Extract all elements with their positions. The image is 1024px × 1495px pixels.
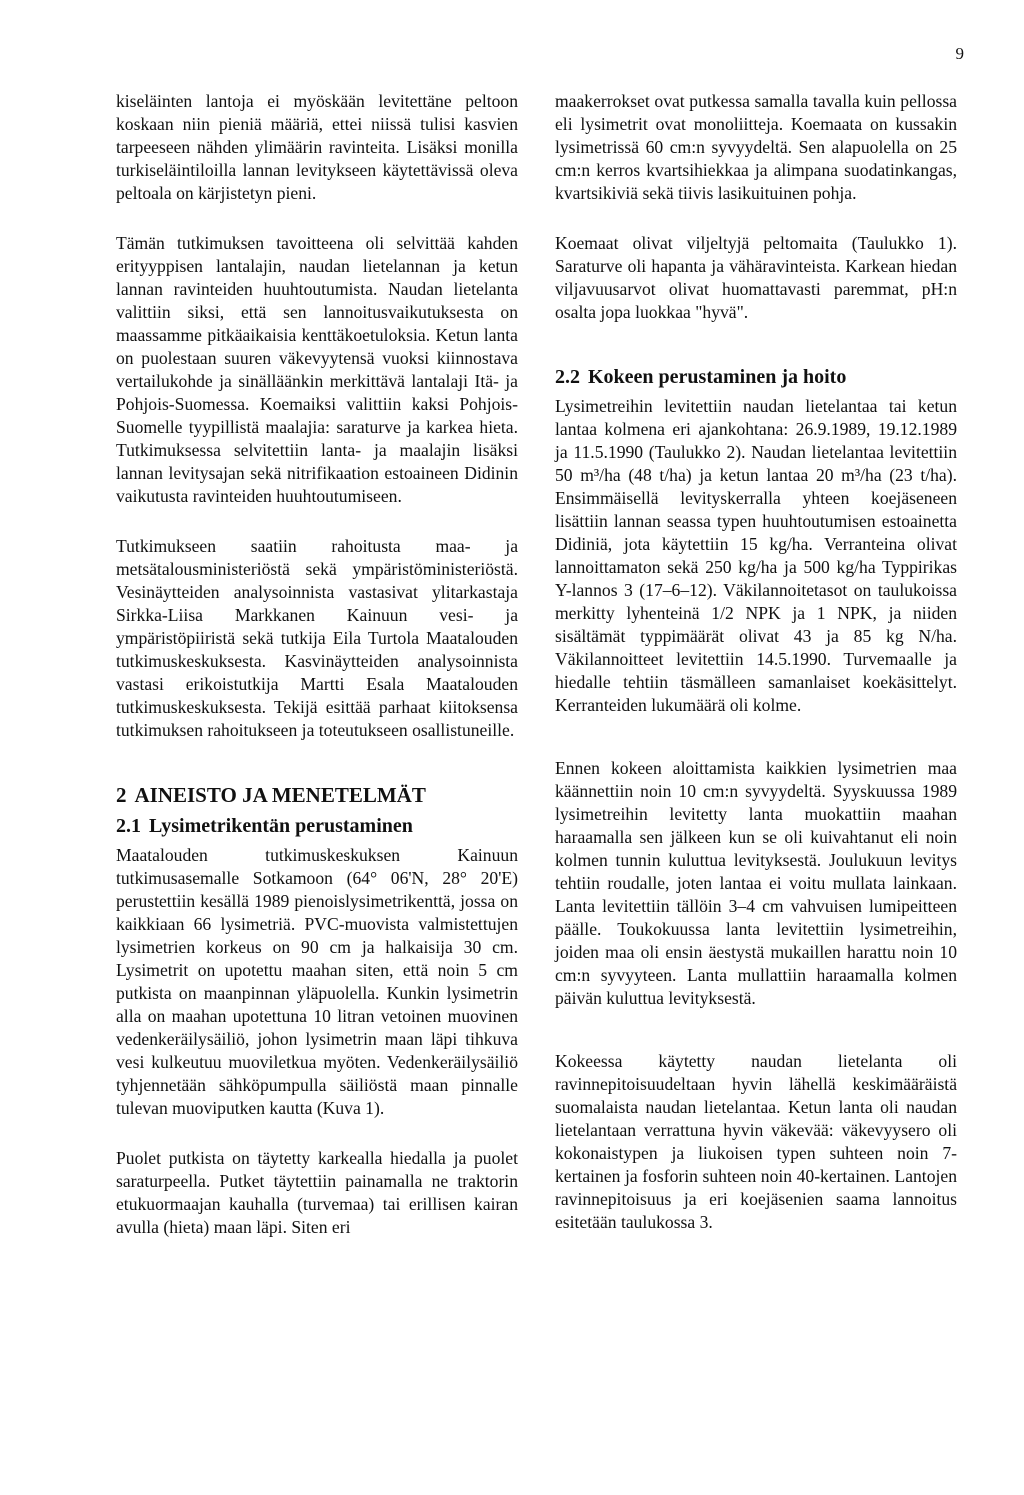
right-column	[555, 90, 957, 1234]
paragraph-intro-continued: kiseläinten lantoja ei myöskään levitettäne peltoon koskaan niin pieniä määriä, ettei niissä tulisi kasvien tarpeeseen nähden ylimäärin ravinteita. Lisäksi monilla turkiseläintiloilla lannan levitykseen käytettävissä oleva peltoala on kärjistetyn pieni.	[116, 91, 518, 203]
page-number: 9	[955, 44, 964, 63]
left-column	[116, 90, 518, 1239]
paragraph-soils: Koemaat olivat viljeltyjä peltomaita (Taulukko 1). Saraturve oli hapanta ja vähäravinteista. Karkean hiedan viljavuusarvot olivat huomattavasti paremmat, pH:n osalta jopa luokkaa "hyvä".	[555, 233, 957, 322]
subsection-title: Kokeen perustaminen ja hoito	[588, 366, 847, 388]
subsection-number: 2.1	[116, 815, 141, 837]
paragraph-monoliths: maakerrokset ovat putkessa samalla tavalla kuin pellossa eli lysimetrit ovat monoliitteja. Koemaata on kussakin lysimetrissä 60 cm:n syvyydeltä. Sen alapuolella on 25 cm:n kerros kvartsihiekkaa ja alimpana suodatinkangas, kvartsikiviä sekä tiivis lasikuituinen pohja.	[555, 91, 957, 203]
paragraph-acknowledgements: Tutkimukseen saatiin rahoitusta maa- ja metsätalousministeriöstä sekä ympäristöministeriöstä. Vesinäytteiden analysoinnista vastasivat ylitarkastaja Sirkka-Liisa Markkanen Kainuun vesi- ja ympäristöpiiristä sekä tutkija Eila Turtola Maatalouden tutkimuskeskuksesta. Kasvinäytteiden analysoinnista vastasi erikoistutkija Martti Esala Maatalouden tutkimuskeskuksesta. Tekijä esittää parhaat kiitoksensa tutkimuksen rahoitukseen ja toteutukseen osallistuneille.	[116, 536, 518, 740]
section-heading	[116, 782, 518, 808]
subsection-title: Lysimetrikentän perustaminen	[149, 815, 413, 837]
paragraph-manure-quality: Kokeessa käytetty naudan lietelanta oli ravinnepitoisuudeltaan hyvin lähellä keskimääräistä suomalaista naudan lietelantaa. Ketun lanta oli naudan lietelantaan verrattuna hyvin väkevää: väkevyysero oli kokonaistypen ja liukoisen typen suhteen noin 7-kertainen ja fosforin suhteen noin 40-kertainen. Lantojen ravinnepitoisuus ja eri koejäsenien saama lannoitus esitetään taulukossa 3.	[555, 1051, 957, 1232]
subsection-heading-2-1	[116, 813, 518, 839]
subsection-heading-2-2	[555, 364, 957, 390]
paragraph-field-setup: Maatalouden tutkimuskeskuksen Kainuun tutkimusasemalle Sotkamoon (64° 06'N, 28° 20'E) perustettiin kesällä 1989 pienoislysimetrikenttä, jossa on kaikkiaan 66 lysimetriä. PVC-muovista valmistettujen lysimetrien korkeus on 90 cm ja halkaisija 30 cm. Lysimetrit on upotettu maahan siten, että noin 5 cm putkista on maanpinnan yläpuolella. Kunkin lysimetrin alla on maahan upotettuna 10 litran vetoinen muovinen vedenkeräilysäiliö, johon lysimetrin maan läpi tihkuva vesi kulkeutuu muoviletkua myöten. Vedenkeräilysäiliö tyhjennetään sähköpumpulla säiliöstä maan pinnalle tulevan muoviputken kautta (Kuva 1).	[116, 845, 518, 1118]
paragraph-application: Ennen kokeen aloittamista kaikkien lysimetrien maa käännettiin noin 10 cm:n syvyydeltä. Syyskuussa 1989 lysimetreihin levitetty lanta muokattiin maahan haraamalla sen jälkeen kun se oli kuivahtanut eli noin kolmen tunnin kuluttua levityksestä. Joulukuun levitys tehtiin roudalle, joten lantaa ei voitu mullata lainkaan. Lanta levitettiin tällöin 3–4 cm vahvuisen lumipeitteen päälle. Toukokuussa lanta levitettiin lysimetreihin, joiden maa oli ensin äestystä mukaillen harattu noin 10 cm:n syvyyteen. Lanta mullattiin haraamalla kolmen päivän kuluttua levityksestä.	[555, 758, 957, 1008]
section-number: 2	[116, 783, 127, 807]
section-title: AINEISTO JA MENETELMÄT	[134, 783, 426, 807]
paragraph-filling: Puolet putkista on täytetty karkealla hiedalla ja puolet saraturpeella. Putket täytettiin painamalla ne traktorin etukuormaajan kauhalla (turvemaa) tai erillisen kairan avulla (hieta) maan läpi. Siten eri	[116, 1148, 518, 1237]
paragraph-treatments: Lysimetreihin levitettiin naudan lietelantaa tai ketun lantaa kolmena eri ajankohtana: 26.9.1989, 19.12.1989 ja 11.5.1990 (Taulukko 2). Naudan lietelantaa levitettiin 50 m³/ha (48 t/ha) ja ketun lantaa 20 m³/ha (23 t/ha). Ensimmäisellä levityskerralla yhteen koejäseneen lisättiin lannan seassa typen huuhtoutumisen estoainetta Didiniä, jota käytettiin 15 kg/ha. Verranteina olivat lannoittamaton sekä 250 kg/ha ja 500 kg/ha Typpirikas Y-lannos 3 (17–6–12). Väkilannoitetasot on taulukoissa merkitty lyhenteinä 1/2 NPK ja 1 NPK, ja niiden sisältämät typpimäärät olivat 43 ja 85 kg N/ha. Väkilannoitteet levitettiin 14.5.1990. Turvemaalle ja hiedalle tehtiin täsmälleen samanlaiset koekäsittelyt. Kerranteiden lukumäärä oli kolme.	[555, 396, 957, 715]
paragraph-objectives: Tämän tutkimuksen tavoitteena oli selvittää kahden erityyppisen lantalajin, naudan lietelannan ja ketun lannan ravinteiden huuhtoutumista. Naudan lietelanta valittiin siksi, että sen lannoitusvaikutuksesta on maassamme pitkäaikaisia kenttäkoetuloksia. Ketun lanta on puolestaan suuren väkevyytensä vuoksi kiinnostava vertailukohde ja sinälläänkin merkittävä lantalaji Itä- ja Pohjois-Suomessa. Koemaiksi valittiin kaksi Pohjois-Suomelle tyypillistä maalajia: saraturve ja karkea hieta. Tutkimuksessa selvitettiin lanta- ja maalajin lisäksi lannan levitysajan sekä nitrifikaation estoaineen Didinin vaikutusta ravinteiden huuhtoutumiseen.	[116, 233, 518, 506]
subsection-number: 2.2	[555, 366, 580, 388]
